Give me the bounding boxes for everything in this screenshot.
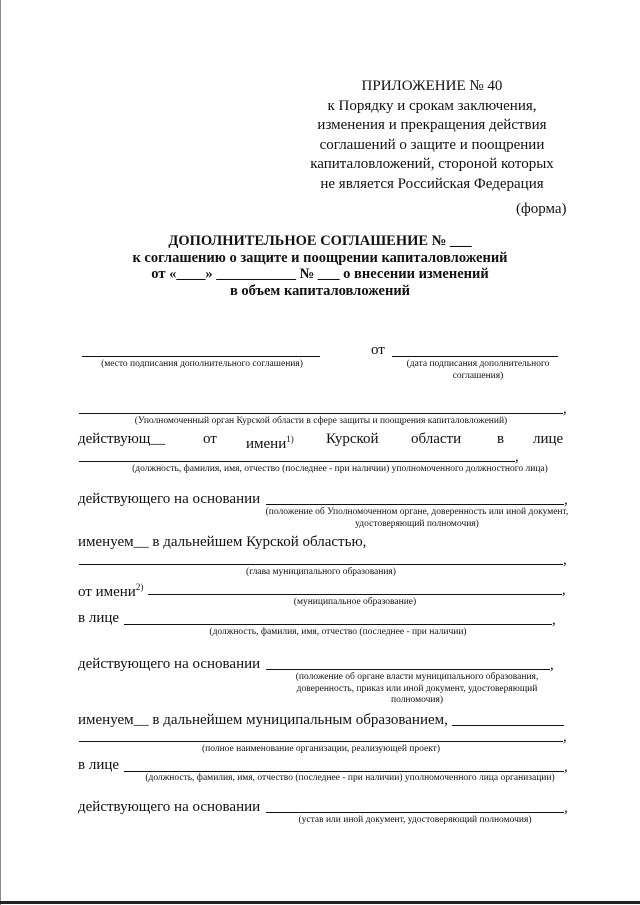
document-title (90, 233, 550, 299)
annex-line: не является Российская Федерация (320, 175, 544, 192)
scan-left-edge (0, 0, 1, 905)
acting-word: действующ__ (78, 431, 166, 447)
acting-basis-label: действующего на основании (78, 799, 261, 815)
person-field[interactable] (124, 624, 552, 625)
annex-line: соглашений о защите и поощрении (319, 136, 545, 153)
named-municipal-field[interactable] (452, 725, 564, 726)
org-person-caption: (должность, фамилия, имя, отчество (последнее - при наличии) уполномоченного лица организации) (145, 773, 555, 783)
on-behalf-text: от имени (78, 584, 136, 600)
organization-caption: (полное наименование организации, реализующей проект) (201, 744, 440, 754)
title-line: к соглашению о защите и поощрении капиталовложений (132, 249, 508, 266)
acting-word: Курской (326, 431, 379, 447)
municipality-field[interactable] (148, 594, 562, 595)
named-municipal-text: именуем__ в дальнейшем муниципальным образованием, (78, 712, 448, 728)
scan-bottom-edge (0, 901, 640, 904)
title-line: в объем капиталовложений (229, 282, 411, 299)
footnote-2: 2) (135, 582, 144, 592)
person-caption: (должность, фамилия, имя, отчество (последнее - при наличии) (209, 627, 467, 637)
organization-field[interactable] (79, 741, 563, 742)
comma: , (563, 552, 567, 568)
acting-word: лице (533, 431, 564, 447)
basis-caption-2: (положение об органе власти муниципального образования, доверенность, приказ или иной документ, удостоверяющий полномочия) (295, 672, 539, 705)
comma: , (552, 612, 556, 628)
comma: , (563, 401, 567, 417)
in-person-label: в лице (78, 610, 120, 626)
official-caption: (должность, фамилия, имя, отчество (последнее - при наличии) уполномоченного должностного лица) (132, 464, 548, 474)
date-caption: (дата подписания дополнительного соглашения) (406, 359, 550, 381)
acting-word: области (411, 431, 462, 447)
title-line: от «____» ___________ № ___ о внесении изменений (151, 266, 489, 282)
basis-field-1[interactable] (266, 504, 564, 505)
head-caption: (глава муниципального образования) (246, 567, 396, 577)
authorized-body-field[interactable] (79, 413, 563, 414)
comma: , (564, 800, 568, 816)
named-region-text: именуем__ в дальнейшем Курской областью, (78, 534, 367, 550)
comma: , (515, 449, 519, 465)
acting-basis-label: действующего на основании (78, 491, 261, 507)
acting-basis-label: действующего на основании (78, 656, 261, 672)
from-word: от (371, 342, 385, 358)
acting-word: от (203, 431, 217, 447)
charter-caption: (устав или иной документ, удостоверяющий полномочия) (298, 815, 532, 825)
acting-word-text: имени (246, 436, 287, 452)
place-caption: (место подписания дополнительного соглашения) (101, 359, 303, 369)
date-field[interactable] (392, 356, 558, 357)
official-field[interactable] (79, 461, 515, 462)
comma: , (562, 582, 566, 598)
annex-line: ПРИЛОЖЕНИЕ № 40 (361, 78, 503, 94)
annex-line: капиталовложений, стороной которых (310, 156, 554, 172)
authorized-body-caption: (Уполномоченный орган Курской области в сфере защиты и поощрения капиталовложений) (134, 416, 508, 426)
in-person-label: в лице (78, 757, 120, 773)
title-line: ДОПОЛНИТЕЛЬНОЕ СОГЛАШЕНИЕ № ___ (168, 233, 472, 249)
basis-field-2[interactable] (266, 669, 550, 670)
annex-header (292, 77, 572, 194)
comma: , (564, 759, 568, 775)
place-field[interactable] (82, 356, 320, 357)
org-person-field[interactable] (124, 771, 564, 772)
municipality-caption: (муниципальное образование) (293, 597, 417, 607)
acting-word: в (497, 431, 505, 447)
annex-line: к Порядку и срокам заключения, (327, 97, 537, 114)
charter-field[interactable] (266, 812, 564, 813)
comma: , (550, 657, 554, 673)
footnote-1: 1) (286, 434, 294, 444)
acting-word (246, 430, 294, 453)
basis-caption-1: (положение об Уполномоченном органе, доверенность или иной документ, удостоверяющий полномочия) (265, 507, 569, 529)
on-behalf-label (78, 578, 143, 601)
head-field[interactable] (79, 564, 563, 565)
form-label: (форма) (516, 201, 567, 217)
comma: , (564, 492, 568, 508)
annex-line: изменения и прекращения действия (317, 117, 547, 133)
comma: , (563, 729, 567, 745)
